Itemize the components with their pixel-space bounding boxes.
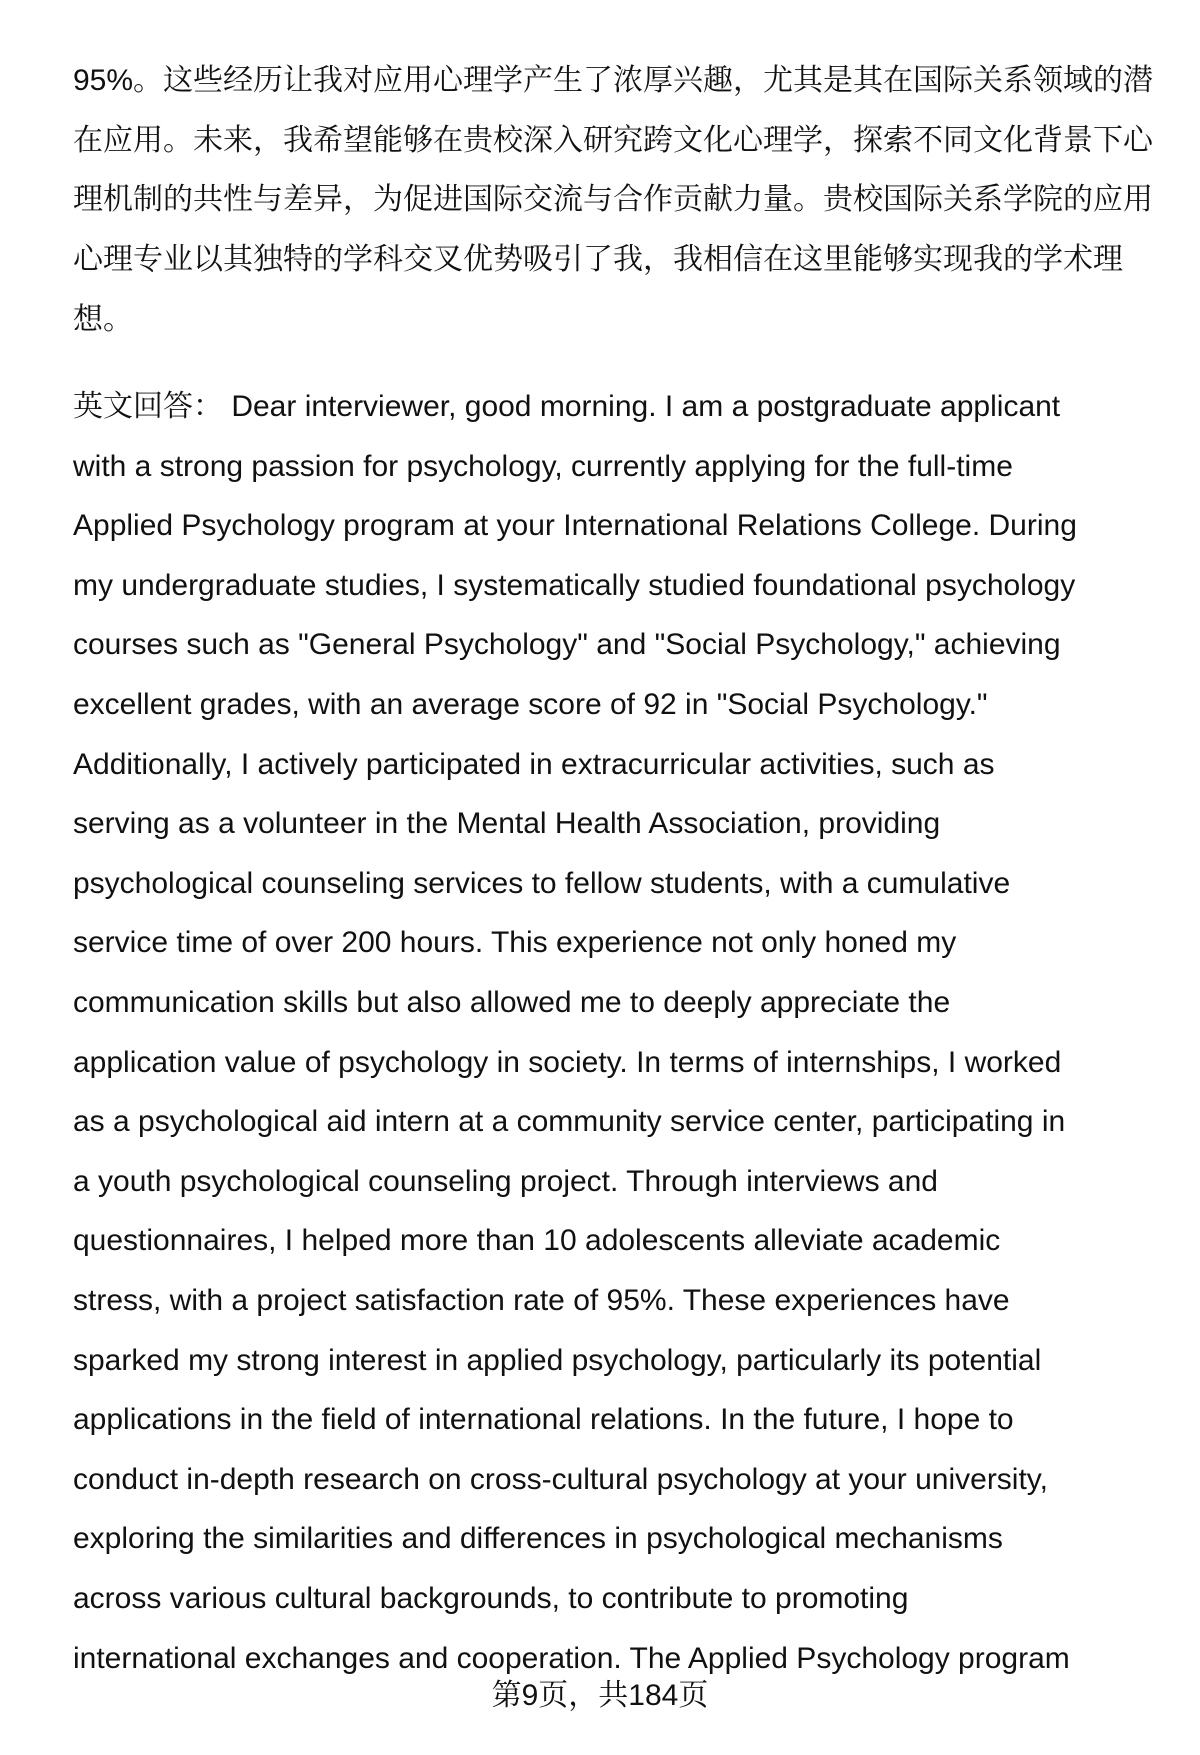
text-line: applications in the field of international relations. In the future, I hope to (73, 1403, 1014, 1437)
text-line: international exchanges and cooperation. The Applied Psychology program (73, 1641, 1070, 1675)
text-line: courses such as "General Psychology" and "Social Psychology," achieving (73, 628, 1061, 662)
text-line: application value of psychology in society. In terms of internships, I worked (73, 1045, 1062, 1079)
text-line: communication skills but also allowed me to deeply appreciate the (73, 986, 951, 1019)
english-answer-label: 英文回答： (73, 390, 223, 423)
text-line: conduct in-depth research on cross-cultural psychology at your university, (73, 1462, 1048, 1496)
text-line: service time of over 200 hours. This experience not only honed my (73, 926, 957, 960)
text-line: sparked my strong interest in applied psychology, particularly its potential (73, 1343, 1042, 1377)
text-line: as a psychological aid intern at a community service center, participating in (73, 1105, 1066, 1139)
text-line: Applied Psychology program at your International Relations College. During (73, 509, 1077, 543)
text-line: psychological counseling services to fellow students, with a cumulative (73, 866, 1011, 900)
text-span: Dear interviewer, good morning. I am a postgraduate applicant (223, 390, 1061, 423)
text-line: across various cultural backgrounds, to contribute to promoting (73, 1582, 909, 1615)
text-line: 理机制的共性与差异，为促进国际交流与合作贡献力量。贵校国际关系学院的应用 (73, 183, 1153, 217)
text-line: with a strong passion for psychology, currently applying for the full-time (73, 449, 1013, 483)
page-number: 第9页，共184页 (491, 1679, 709, 1712)
text-line: 在应用。未来，我希望能够在贵校深入研究跨文化心理学，探索不同文化背景下心 (73, 123, 1153, 157)
text-line: 想。 (73, 302, 133, 336)
text-line: a youth psychological counseling project. Through interviews and (73, 1164, 938, 1198)
text-line: 心理专业以其独特的学科交叉优势吸引了我，我相信在这里能够实现我的学术理 (73, 243, 1123, 277)
text-line: excellent grades, with an average score of 92 in "Social Psychology." (73, 688, 988, 721)
text-line: Additionally, I actively participated in extracurricular activities, such as (73, 747, 995, 781)
text-line: exploring the similarities and differences in psychological mechanisms (73, 1522, 1003, 1556)
text-line: questionnaires, I helped more than 10 adolescents alleviate academic (73, 1224, 1001, 1258)
text-line: 95%。这些经历让我对应用心理学产生了浓厚兴趣，尤其是其在国际关系领域的潜 (73, 64, 1154, 97)
text-line: my undergraduate studies, I systematically studied foundational psychology (73, 568, 1076, 602)
text-line (73, 387, 1060, 427)
text-line: serving as a volunteer in the Mental Health Association, providing (73, 807, 941, 841)
text-line: stress, with a project satisfaction rate of 95%. These experiences have (73, 1284, 1010, 1317)
